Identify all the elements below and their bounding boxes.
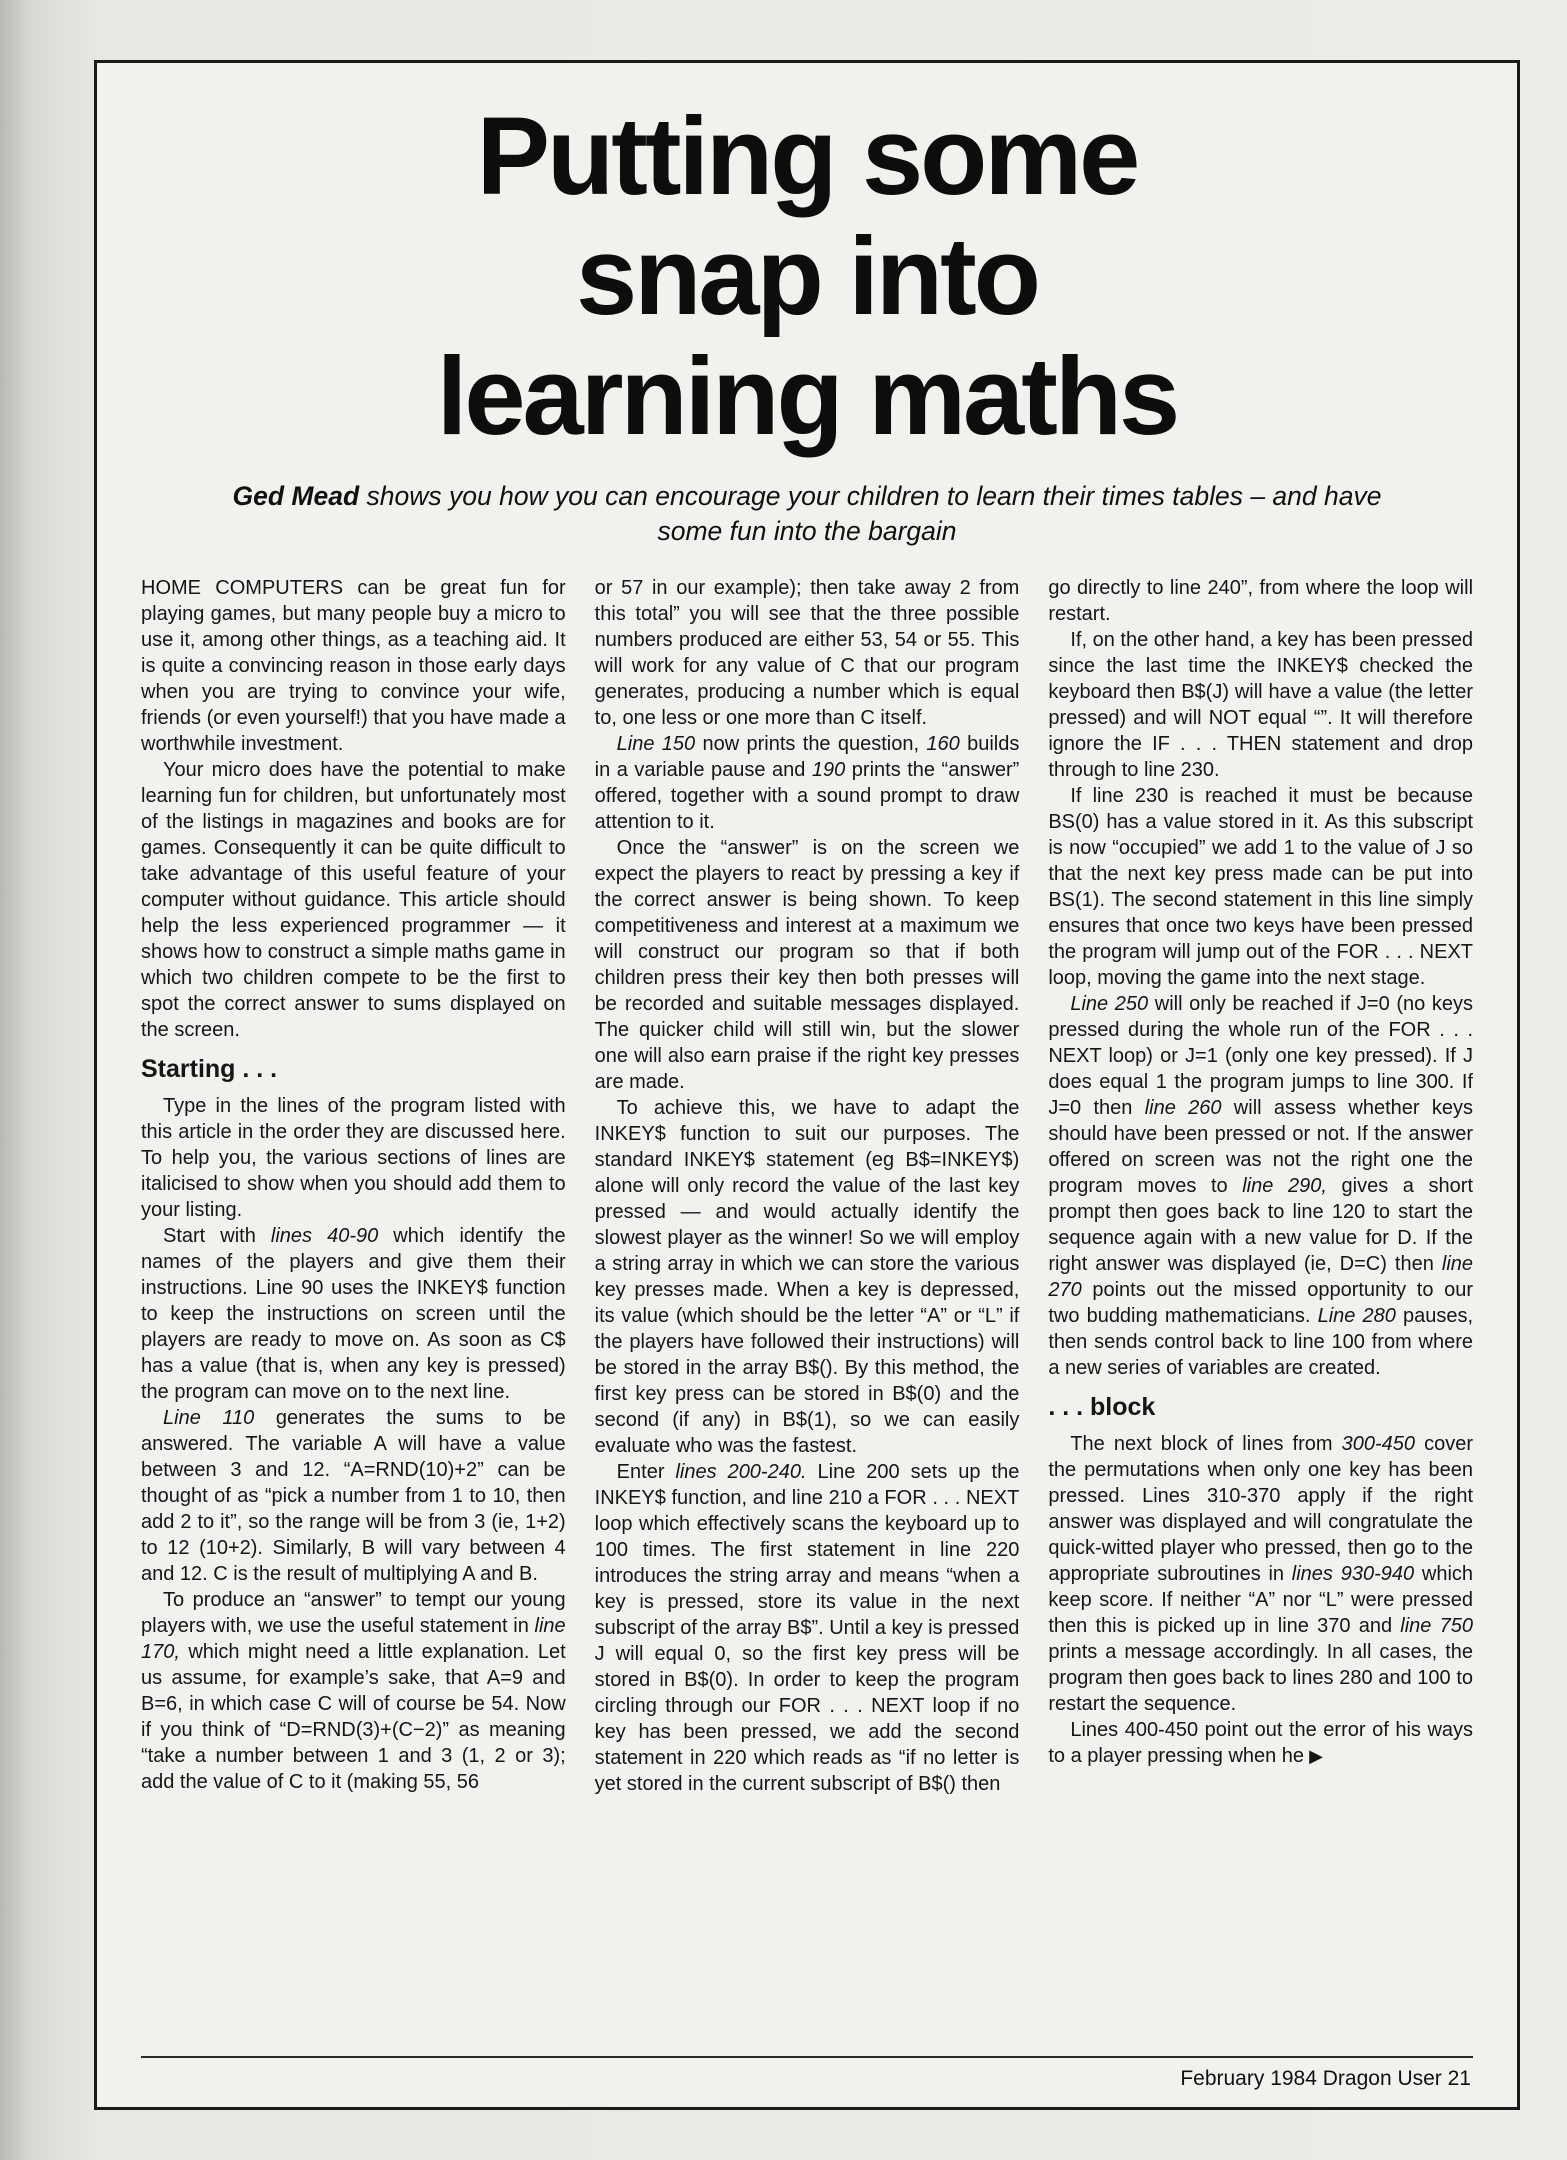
paragraph: Once the “answer” is on the screen we expect the players to react by pressing a key if the correct answer is being shown. To keep competitiveness and interest at a maximum we will construct our program so that if both children press their key then both presses will be recorded and suitable messages displayed. The quicker child will still win, but the slower one will also earn praise if the right key presses are made. [594, 836, 1020, 1093]
column-1 [141, 575, 566, 1796]
article-title [141, 97, 1473, 457]
section-heading: . . . block [1048, 1392, 1156, 1421]
paragraph: go directly to line 240”, from where the loop will restart. [1048, 576, 1473, 625]
article-columns [141, 575, 1473, 2056]
column-3 [1048, 575, 1473, 1770]
paragraph: Line 150 now prints the question, 160 builds in a variable pause and 190 prints the “answer” offered, together with a sound prompt to draw attention to it. [594, 732, 1020, 833]
paragraph: If, on the other hand, a key has been pressed since the last time the INKEY$ checked the keyboard then B$(J) will have a value (the letter pressed) and will NOT equal “”. It will therefore ignore the IF . . . THEN statement and drop through to line 230. [1048, 628, 1473, 781]
footer-text: February 1984 Dragon User 21 [1180, 2067, 1471, 2090]
paragraph: Line 110 generates the sums to be answered. The variable A will have a value between 3 and 12. “A=RND(10)+2” can be thought of as “pick a number from 1 to 10, then add 2 to it”, so the range will be from 3 (ie, 1+2) to 12 (10+2). Similarly, B will vary between 4 and 12. C is the result of multiplying A and B. [141, 1407, 566, 1586]
paragraph: or 57 in our example); then take away 2 from this total” you will see that the three possible numbers produced are either 53, 54 or 55. This will work for any value of C that our program generates, producing a number which is equal to, one less or one more than C itself. [594, 576, 1020, 729]
byline-text: shows you how you can encourage your children to learn their times tables – and have some fun into the bargain [359, 480, 1382, 546]
paragraph: Start with lines 40-90 which identify the names of the players and give them their instructions. Line 90 uses the INKEY$ function to keep the instructions on screen until the players are ready to move on. As soon as C$ has a value (that is, when any key is pressed) the program can move on to the next line. [141, 1225, 566, 1404]
title-line-2: snap into [576, 214, 1038, 338]
paragraph: Type in the lines of the program listed with this article in the order they are discussed here. To help you, the various sections of lines are italicised to show when you should add them to your listing. [141, 1095, 566, 1222]
title-line-1: Putting some [476, 95, 1138, 218]
column-2 [595, 575, 1020, 1797]
article-header [141, 87, 1473, 575]
paragraph: Line 250 will only be reached if J=0 (no keys pressed during the whole run of the FOR . . . NEXT loop) or J=1 (only one key pressed). If J does equal 1 the program jumps to line 300. If J=0 then line 260 will assess whether keys should have been pressed or not. If the answer offered on screen was not the right one the program moves to line 290, gives a short prompt then goes back to line 120 to start the sequence again with a new value for D. If the right answer was displayed (ie, D=C) then line 270 points out the missed opportunity to our two budding mathematicians. Line 280 pauses, then sends control back to line 100 from where a new series of variables are created. [1048, 992, 1473, 1379]
section-heading: Starting . . . [141, 1054, 278, 1083]
paragraph: HOME COMPUTERS can be great fun for playing games, but many people buy a micro to use it, among other things, as a teaching aid. It is quite a convincing reason in those early days when you are trying to convince your wife, friends (or even yourself!) that you have made a worthwhile investment. [141, 576, 566, 755]
paragraph: If line 230 is reached it must be because BS(0) has a value stored in it. As this subscript is now “occupied” we add 1 to the value of J so that the next key press made can be put into BS(1). The second statement in this line simply ensures that once two keys have been pressed the program will jump out of the FOR . . . NEXT loop, moving the game into the next stage. [1048, 784, 1473, 989]
paragraph: To produce an “answer” to tempt our young players with, we use the useful statement in line 170, which might need a little explanation. Let us assume, for example’s sake, that A=9 and B=6, in which case C will of course be 54. Now if you think of “D=RND(3)+(C−2)” as meaning “take a number between 1 and 3 (1, 2 or 3); add the value of C to it (making 55, 56 [141, 1589, 566, 1794]
paragraph: Lines 400-450 point out the error of his ways to a player pressing when he ▶ [1048, 1719, 1473, 1768]
paragraph: To achieve this, we have to adapt the INKEY$ function to suit our purposes. The standard INKEY$ statement (eg B$=INKEY$) alone will only record the value of the last key pressed — and would actually identify the slowest player as the winner! So we will employ a string array in which we can store the various key presses made. When a key is depressed, its value (which should be the letter “A” or “L” if the players have followed their instructions) will be stored in the array B$(). By this method, the first key press can be stored in B$(0) and the second (if any) in B$(1), so we can easily evaluate who was the fastest. [594, 1096, 1020, 1457]
paragraph: Enter lines 200-240. Line 200 sets up the INKEY$ function, and line 210 a FOR . . . NEXT loop which effectively scans the keyboard up to 100 times. The first statement in line 220 introduces the string array and means “when a key is pressed, store its value in the next subscript of the array B$”. Until a key is pressed J will equal 0, so the first key press will be stored in B$(0). In order to keep the program circling through our FOR . . . NEXT loop if no key has been pressed, we add the second statement in 220 which reads as “if no letter is yet stored in the current subscript of B$() then [594, 1460, 1020, 1795]
byline [227, 479, 1387, 549]
title-line-3: learning maths [436, 334, 1178, 458]
byline-author: Ged Mead [232, 480, 360, 511]
page-footer [141, 2056, 1473, 2093]
page-border [94, 60, 1520, 2110]
paragraph: The next block of lines from 300-450 cover the permutations when only one key has been pressed. Lines 310-370 apply if the right answer was displayed and will congratulate the quick-witted player who pressed, then go to the appropriate subroutines in lines 930-940 which keep score. If neither “A” nor “L” were pressed then this is picked up in line 370 and line 750 prints a message accordingly. In all cases, the program then goes back to lines 280 and 100 to restart the sequence. [1048, 1433, 1473, 1716]
continuation-arrow-icon: ▶ [1304, 1746, 1323, 1767]
paragraph: Your micro does have the potential to make learning fun for children, but unfortunately most of the listings in magazines and books are for games. Consequently it can be quite difficult to take advantage of this useful feature of your computer without guidance. This article should help the less experienced programmer — it shows how to construct a simple maths game in which two children compete to be the first to spot the correct answer to sums displayed on the screen. [141, 758, 566, 1041]
